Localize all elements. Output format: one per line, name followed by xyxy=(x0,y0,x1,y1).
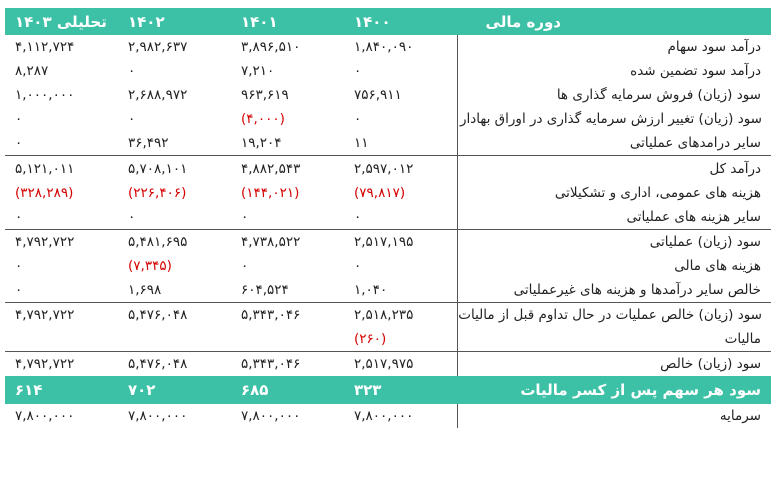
cell-value: ۰ xyxy=(128,111,136,128)
cell-value: ۴,۸۸۲,۵۴۳ xyxy=(241,160,301,177)
row-label: درآمد سود سهام xyxy=(457,35,771,59)
cell-value: ۵,۴۷۶,۰۴۸ xyxy=(128,356,188,373)
cell-value: ۹۶۳,۶۱۹ xyxy=(241,87,289,104)
cell-value: ۱,۰۴۰ xyxy=(344,278,457,303)
cell-value: ۰ xyxy=(354,257,362,274)
row-label: مالیات xyxy=(457,327,771,352)
cell-value: ۰ xyxy=(241,257,249,274)
cell-value: ۷,۲۱۰ xyxy=(241,63,275,80)
cell-value-negative: (۷۹,۸۱۷) xyxy=(354,184,406,201)
table-row xyxy=(5,303,771,328)
cell-value: ۰ xyxy=(118,205,231,230)
cell-value: ۳۶,۴۹۲ xyxy=(118,131,231,156)
row-label: هزینه های عمومی، اداری و تشکیلاتی xyxy=(457,181,771,205)
cell-value: ۵,۱۲۱,۰۱۱ xyxy=(15,160,75,177)
cell-value: ۱,۰۰۰,۰۰۰ xyxy=(15,87,75,104)
cell-value: ۷,۸۰۰,۰۰۰ xyxy=(354,408,414,425)
row-label: خالص سایر درآمدها و هزینه های غیرعملیاتی xyxy=(457,278,771,303)
cell-value: ۰ xyxy=(354,111,362,128)
table-row xyxy=(5,229,771,254)
cell-value: ۴,۷۳۸,۵۲۲ xyxy=(241,233,301,250)
cell-value xyxy=(118,327,231,352)
cell-value: ۱۱ xyxy=(344,131,457,156)
cell-value: ۲,۵۱۷,۹۷۵ xyxy=(354,356,414,373)
header-period-label: دوره مالی xyxy=(457,8,771,35)
cell-value: ۰ xyxy=(5,131,118,156)
cell-value-negative: (۱۴۴,۰۲۱) xyxy=(241,184,300,201)
cell-value: ۴,۷۹۲,۷۲۲ xyxy=(15,307,75,324)
header-year-1403-forecast: تحلیلی ۱۴۰۳ xyxy=(5,8,118,35)
cell-value: ۵,۳۴۳,۰۴۶ xyxy=(241,307,301,324)
table-row xyxy=(5,254,771,278)
cell-value: ۵,۳۴۳,۰۴۶ xyxy=(241,356,301,373)
cell-value: ۲,۶۸۸,۹۷۲ xyxy=(128,87,188,104)
cell-value: ۳,۸۹۶,۵۱۰ xyxy=(241,39,301,56)
row-label: سود (زیان) خالص عملیات در حال تداوم قبل از مالیات xyxy=(457,303,771,328)
cell-value: ۷,۸۰۰,۰۰۰ xyxy=(128,408,188,425)
cell-value: ۱۹,۲۰۴ xyxy=(231,131,344,156)
cell-value: ۴,۷۹۲,۷۲۲ xyxy=(15,356,75,373)
row-label: سود (زیان) عملیاتی xyxy=(457,229,771,254)
cell-value: ۲,۵۱۷,۱۹۵ xyxy=(354,233,414,250)
cell-value: ۵,۴۸۱,۶۹۵ xyxy=(128,233,188,250)
cell-value: ۵,۷۰۸,۱۰۱ xyxy=(128,160,188,177)
table-row xyxy=(5,327,771,352)
cell-value-negative: (۲۶۰) xyxy=(344,327,457,352)
eps-value: ۶۱۴ xyxy=(5,376,118,404)
eps-label: سود هر سهم پس از کسر مالیات xyxy=(457,376,771,404)
eps-value: ۷۰۲ xyxy=(118,376,231,404)
header-year-1402: ۱۴۰۲ xyxy=(118,8,231,35)
cell-value: ۴,۷۹۲,۷۲۲ xyxy=(15,233,75,250)
financial-table xyxy=(5,8,771,428)
table-row xyxy=(5,352,771,377)
header-year-1401: ۱۴۰۱ xyxy=(231,8,344,35)
cell-value-negative: (۳۲۸,۲۸۹) xyxy=(15,184,74,201)
row-label: سود (زیان) فروش سرمایه گذاری ها xyxy=(457,83,771,107)
cell-value: ۲,۹۸۲,۶۳۷ xyxy=(128,39,188,56)
row-label: سود (زیان) تغییر ارزش سرمایه گذاری در اوراق بهادار xyxy=(457,107,771,131)
cell-value xyxy=(5,327,118,352)
cell-value: ۱,۸۴۰,۰۹۰ xyxy=(354,39,414,56)
header-year-1400: ۱۴۰۰ xyxy=(344,8,457,35)
cell-value-negative: (۴,۰۰۰) xyxy=(241,111,285,128)
capital-label: سرمایه xyxy=(457,404,771,428)
cell-value: ۲,۵۹۷,۰۱۲ xyxy=(354,160,414,177)
table-row xyxy=(5,35,771,59)
cell-value: ۰ xyxy=(15,257,23,274)
eps-value: ۳۲۳ xyxy=(344,376,457,404)
eps-value: ۶۸۵ xyxy=(231,376,344,404)
cell-value: ۸,۲۸۷ xyxy=(15,63,49,80)
row-label: درآمد کل xyxy=(457,156,771,181)
eps-row xyxy=(5,376,771,404)
table-row xyxy=(5,59,771,83)
financial-table-container xyxy=(5,8,771,428)
capital-row xyxy=(5,404,771,428)
cell-value: ۱,۶۹۸ xyxy=(118,278,231,303)
cell-value xyxy=(231,327,344,352)
cell-value-negative: (۲۲۶,۴۰۶) xyxy=(128,184,187,201)
row-label: سایر درامدهای عملیاتی xyxy=(457,131,771,156)
cell-value: ۰ xyxy=(231,205,344,230)
table-row xyxy=(5,278,771,303)
cell-value: ۰ xyxy=(354,63,362,80)
cell-value: ۲,۵۱۸,۲۳۵ xyxy=(354,307,414,324)
table-row xyxy=(5,205,771,230)
cell-value: ۶۰۴,۵۲۴ xyxy=(231,278,344,303)
cell-value-negative: (۷,۳۴۵) xyxy=(128,257,172,274)
row-label: سایر هزینه های عملیاتی xyxy=(457,205,771,230)
row-label: هزینه های مالی xyxy=(457,254,771,278)
cell-value: ۰ xyxy=(128,63,136,80)
header-row xyxy=(5,8,771,35)
cell-value: ۰ xyxy=(5,205,118,230)
cell-value: ۰ xyxy=(344,205,457,230)
table-row xyxy=(5,131,771,156)
table-row xyxy=(5,156,771,181)
cell-value: ۷۵۶,۹۱۱ xyxy=(354,87,402,104)
row-label: سود (زیان) خالص xyxy=(457,352,771,377)
table-row xyxy=(5,83,771,107)
cell-value: ۷,۸۰۰,۰۰۰ xyxy=(15,408,75,425)
cell-value: ۰ xyxy=(15,111,23,128)
table-row xyxy=(5,181,771,205)
cell-value: ۷,۸۰۰,۰۰۰ xyxy=(241,408,301,425)
cell-value: ۴,۱۱۲,۷۲۴ xyxy=(15,39,75,56)
cell-value: ۵,۴۷۶,۰۴۸ xyxy=(128,307,188,324)
cell-value: ۰ xyxy=(5,278,118,303)
table-row xyxy=(5,107,771,131)
row-label: درآمد سود تضمین شده xyxy=(457,59,771,83)
